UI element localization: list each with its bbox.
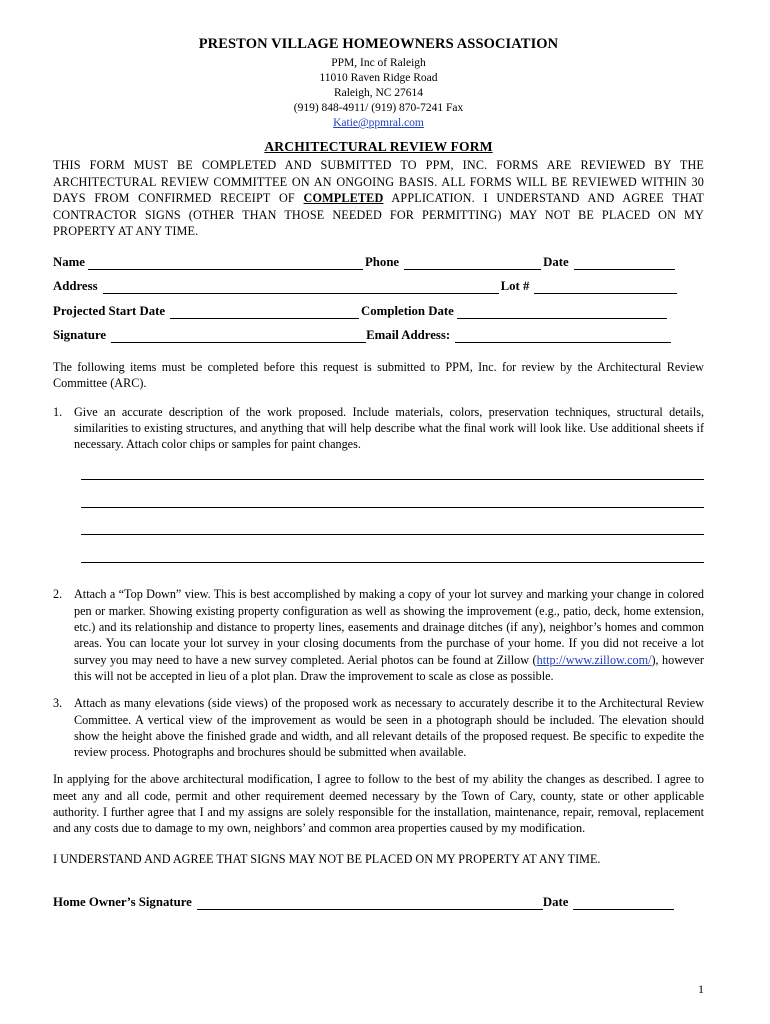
instruction-item-3	[53, 695, 704, 760]
contact-email-link[interactable]: Katie@ppmral.com	[333, 117, 424, 129]
owner-signature-label: Home Owner’s Signature	[53, 894, 192, 909]
phone-field[interactable]	[404, 256, 541, 270]
date-label: Date	[543, 254, 569, 269]
date-field[interactable]	[574, 256, 675, 270]
instruction-item-2	[53, 586, 704, 684]
item-text-part: ), however this will not be accepted in lieu of a plot plan. Draw the improvement to scale as close as possible.	[74, 652, 704, 683]
intro-paragraph	[53, 157, 704, 240]
applicant-fields	[53, 252, 704, 344]
name-label: Name	[53, 254, 85, 269]
form-title: ARCHITECTURAL REVIEW FORM	[264, 139, 493, 154]
intro-text-2: APPLICATION. I UNDERSTAND AND AGREE THAT CONTRACTOR SIGNS (OTHER THAN THOSE NEEDED FOR PERMITTING) MAY NOT BE PLACED ON MY PROPERTY AT ANY TIME.	[53, 191, 704, 238]
phone-label: Phone	[364, 254, 400, 269]
completion-date-field[interactable]	[457, 305, 667, 319]
zillow-link[interactable]: http://www.zillow.com/	[536, 652, 652, 667]
name-field[interactable]	[88, 256, 363, 270]
signs-statement: I UNDERSTAND AND AGREE THAT SIGNS MAY NOT BE PLACED ON MY PROPERTY AT ANY TIME.	[53, 851, 601, 866]
email-address-label: Email Address:	[366, 328, 451, 342]
agreement-paragraph: In applying for the above architectural modification, I agree to follow to the best of my ability the changes as described. I agree to meet any and all code, permit and other requirement deemed necessary by the Town of Cary, county, state or other applicable authority. I further agree that I and my assigns are solely responsible for the installation, maintenance, repair, removal, replacement and any costs due to damage to my own, neighbors’ and common area properties caused by my modification.	[53, 772, 704, 836]
item-text	[74, 586, 704, 684]
lot-label: Lot #	[500, 279, 530, 293]
item-text: Attach as many elevations (side views) of the proposed work as necessary to accurately describe it to the Architectural Review Committee. A vertical view of the improvement as would be seen in a photograph should be included. The elevation should show the height above the finished grade and width, and all relevant details of the proposed request. Be specific to expedite the review process. Photographs and brochures should be submitted when available.	[74, 696, 704, 760]
company-name: PPM, Inc of Raleigh	[331, 57, 426, 69]
instruction-item-1	[53, 404, 704, 453]
item-number: 1.	[53, 404, 63, 419]
item-text-part: Attach a “Top Down” view. This is best accomplished by making a copy of your lot survey and marking your change in colored pen or marker. Showing existing property configuration as well as showing the improvement (e.g., patio, deck, home extension, etc.) and its relationship and distance to property lines, easements and drainage ditches (if any), neighbor’s homes and common areas. You can locate your lot survey in your closing documents from the purchase of your home. If you did not receive a lot survey you may need to have a new survey completed. Aerial photos can be found at Zillow (	[74, 587, 704, 667]
phone-fax: (919) 848-4911/ (919) 870-7241 Fax	[293, 102, 464, 114]
lot-field[interactable]	[534, 280, 677, 294]
footer-date-field[interactable]	[573, 896, 674, 910]
association-name: PRESTON VILLAGE HOMEOWNERS ASSOCIATION	[198, 36, 559, 52]
item-number: 3.	[53, 696, 63, 711]
owner-signature-field[interactable]	[197, 896, 543, 910]
email-address-field[interactable]	[455, 329, 671, 343]
address-label: Address	[53, 279, 98, 293]
instructions-intro: The following items must be completed before this request is submitted to PPM, Inc. for review by the Architectural Review Committee (ARC).	[53, 360, 704, 391]
page-number: 1	[698, 982, 704, 996]
item-number: 2.	[53, 587, 63, 602]
description-lines	[53, 478, 704, 563]
item-text: Give an accurate description of the work proposed. Include materials, colors, preservation techniques, structural details, similarities to existing structures, and anything that will help describe what the final work will look like. Use additional sheets if necessary. Attach color chips or samples for paint changes.	[74, 404, 704, 452]
footer-date-label: Date	[542, 894, 569, 909]
start-date-field[interactable]	[170, 305, 359, 319]
signature-field[interactable]	[111, 329, 366, 343]
intro-completed-emphasis: COMPLETED	[303, 191, 384, 205]
letterhead	[53, 36, 704, 131]
owner-signature-row	[53, 892, 704, 910]
signature-label: Signature	[53, 328, 107, 342]
description-line-3[interactable]	[81, 533, 704, 535]
description-line-4[interactable]	[81, 561, 704, 563]
description-line-2[interactable]	[81, 506, 704, 508]
description-line-1[interactable]	[81, 478, 704, 480]
start-date-label: Projected Start Date	[53, 303, 166, 318]
street-address: 11010 Raven Ridge Road	[319, 72, 438, 84]
address-field[interactable]	[103, 280, 499, 294]
intro-text-1: THIS FORM MUST BE COMPLETED AND SUBMITTED TO PPM, INC. FORMS ARE REVIEWED BY THE ARCHITECTURAL REVIEW COMMITTEE ON AN ONGOING BASIS. ALL FORMS WILL BE REVIEWED WITHIN 30 DAYS FROM CONFIRMED RECEIPT OF	[53, 158, 704, 205]
city-state-zip: Raleigh, NC 27614	[333, 87, 424, 99]
completion-date-label: Completion Date	[361, 303, 454, 318]
